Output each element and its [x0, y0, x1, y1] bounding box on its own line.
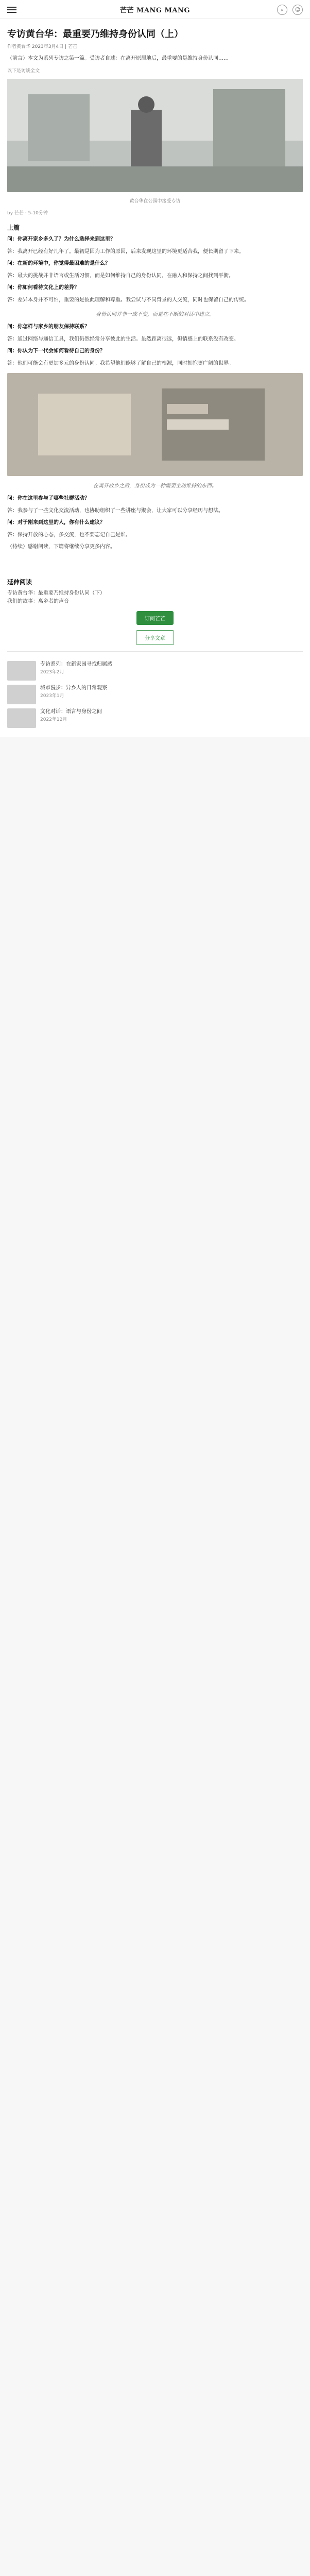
subscribe-button[interactable]: 订阅芒芒: [136, 611, 174, 625]
question: 问：你如何看待文化上的差异？: [7, 285, 79, 291]
search-icon[interactable]: ⌕: [277, 5, 287, 15]
question: 问：你离开家乡多久了？为什么选择来到这里？: [7, 236, 115, 243]
related-item[interactable]: [7, 708, 303, 728]
header-actions: [277, 5, 303, 15]
pull-quote: 在离开故乡之后，身份成为一种需要主动维持的东西。: [93, 483, 217, 489]
article-intro: （前言）本文为系列专访之第一篇。受访者自述：在离开原居地后，最重要的是维持身份认同……: [7, 55, 229, 61]
inline-photo: [7, 373, 303, 476]
related-date: 2023年2月: [40, 670, 64, 675]
answer: 答：保持开放的心态，多交流，也不要忘记自己是谁。: [7, 532, 131, 538]
cta-row: [7, 611, 303, 625]
photo-caption: 黄台华在公园中接受专访: [129, 199, 181, 205]
question: 问：你认为下一代会如何看待自己的身份？: [7, 348, 105, 354]
answer: 答：他们可能会有更加多元的身份认同。我希望他们能够了解自己的根源，同时拥抱更广阔的世界。: [7, 360, 234, 366]
pull-quote: 身份认同并非一成不变，而是在不断的对话中建立。: [96, 312, 214, 318]
answer: 答：最大的挑战并非语言或生活习惯，而是如何维持自己的身份认同，在融入和保持之间找到平衡。: [7, 273, 234, 279]
related-date: 2022年12月: [40, 717, 67, 723]
related-item[interactable]: [7, 661, 303, 681]
related-date: 2023年1月: [40, 693, 64, 699]
end-note: （待续）感谢阅读，下篇将继续分享更多内容。: [7, 544, 115, 550]
question: 问：你在这里参与了哪些社群活动？: [7, 496, 90, 502]
cta-row: [7, 630, 303, 645]
article: [0, 19, 310, 565]
menu-icon[interactable]: [7, 5, 16, 13]
related-title: 文化对话：语言与身份之间: [40, 708, 102, 715]
article-footer: [0, 565, 310, 737]
links-title: 延伸阅读: [7, 578, 32, 586]
site-header: [0, 0, 310, 19]
related-thumbnail: [7, 661, 36, 681]
related-title: 专访系列：在新家园寻找归属感: [40, 661, 112, 667]
article-tagline: by 芒芒 · 5-10分钟: [7, 211, 48, 216]
section-heading: 上篇: [7, 224, 20, 232]
related-links: [7, 589, 303, 606]
question: 问：你怎样与家乡的朋友保持联系？: [7, 324, 90, 330]
related-thumbnail: [7, 708, 36, 728]
related-title: 城市漫步：异乡人的日常观察: [40, 685, 107, 691]
share-button[interactable]: 分享文章: [136, 630, 174, 645]
hero-photo: [7, 79, 303, 192]
question: 问：对于刚来到这里的人，你有什么建议？: [7, 520, 105, 526]
article-meta: 作者黄台华 2023年3月4日 | 芒芒: [7, 44, 77, 50]
answer: 答：差异本身并不可怕，重要的是彼此理解和尊重。我尝试与不同背景的人交流，同时也保留自己的传统。: [7, 297, 249, 303]
related-list: [7, 651, 303, 728]
answer: 答：通过网络与通信工具，我们仍然经常分享彼此的生活。虽然距离很远，但情感上的联系没有改变。: [7, 336, 239, 342]
question: 问：在新的环境中，你觉得最困难的是什么？: [7, 261, 110, 267]
related-item[interactable]: [7, 685, 303, 704]
article-title: 专访黄台华：最重要乃维持身份认同（上）: [7, 29, 183, 40]
related-link[interactable]: 专访黄台华：最重要乃维持身份认同（下）: [7, 590, 105, 596]
article-tag: 以下是访谈全文: [7, 69, 40, 74]
answer: 答：我离开已经有好几年了。最初是因为工作的原因，后来发现这里的环境更适合我，便长期留了下来。: [7, 248, 244, 255]
related-link[interactable]: 我们的故事：离乡者的声音: [7, 598, 69, 604]
related-thumbnail: [7, 685, 36, 704]
site-brand[interactable]: 芒芒 MANG MANG: [120, 6, 190, 14]
answer: 答：我参与了一些文化交流活动，也协助组织了一些讲座与聚会，让大家可以分享经历与想法。: [7, 507, 223, 514]
user-icon[interactable]: ☺: [292, 5, 303, 15]
